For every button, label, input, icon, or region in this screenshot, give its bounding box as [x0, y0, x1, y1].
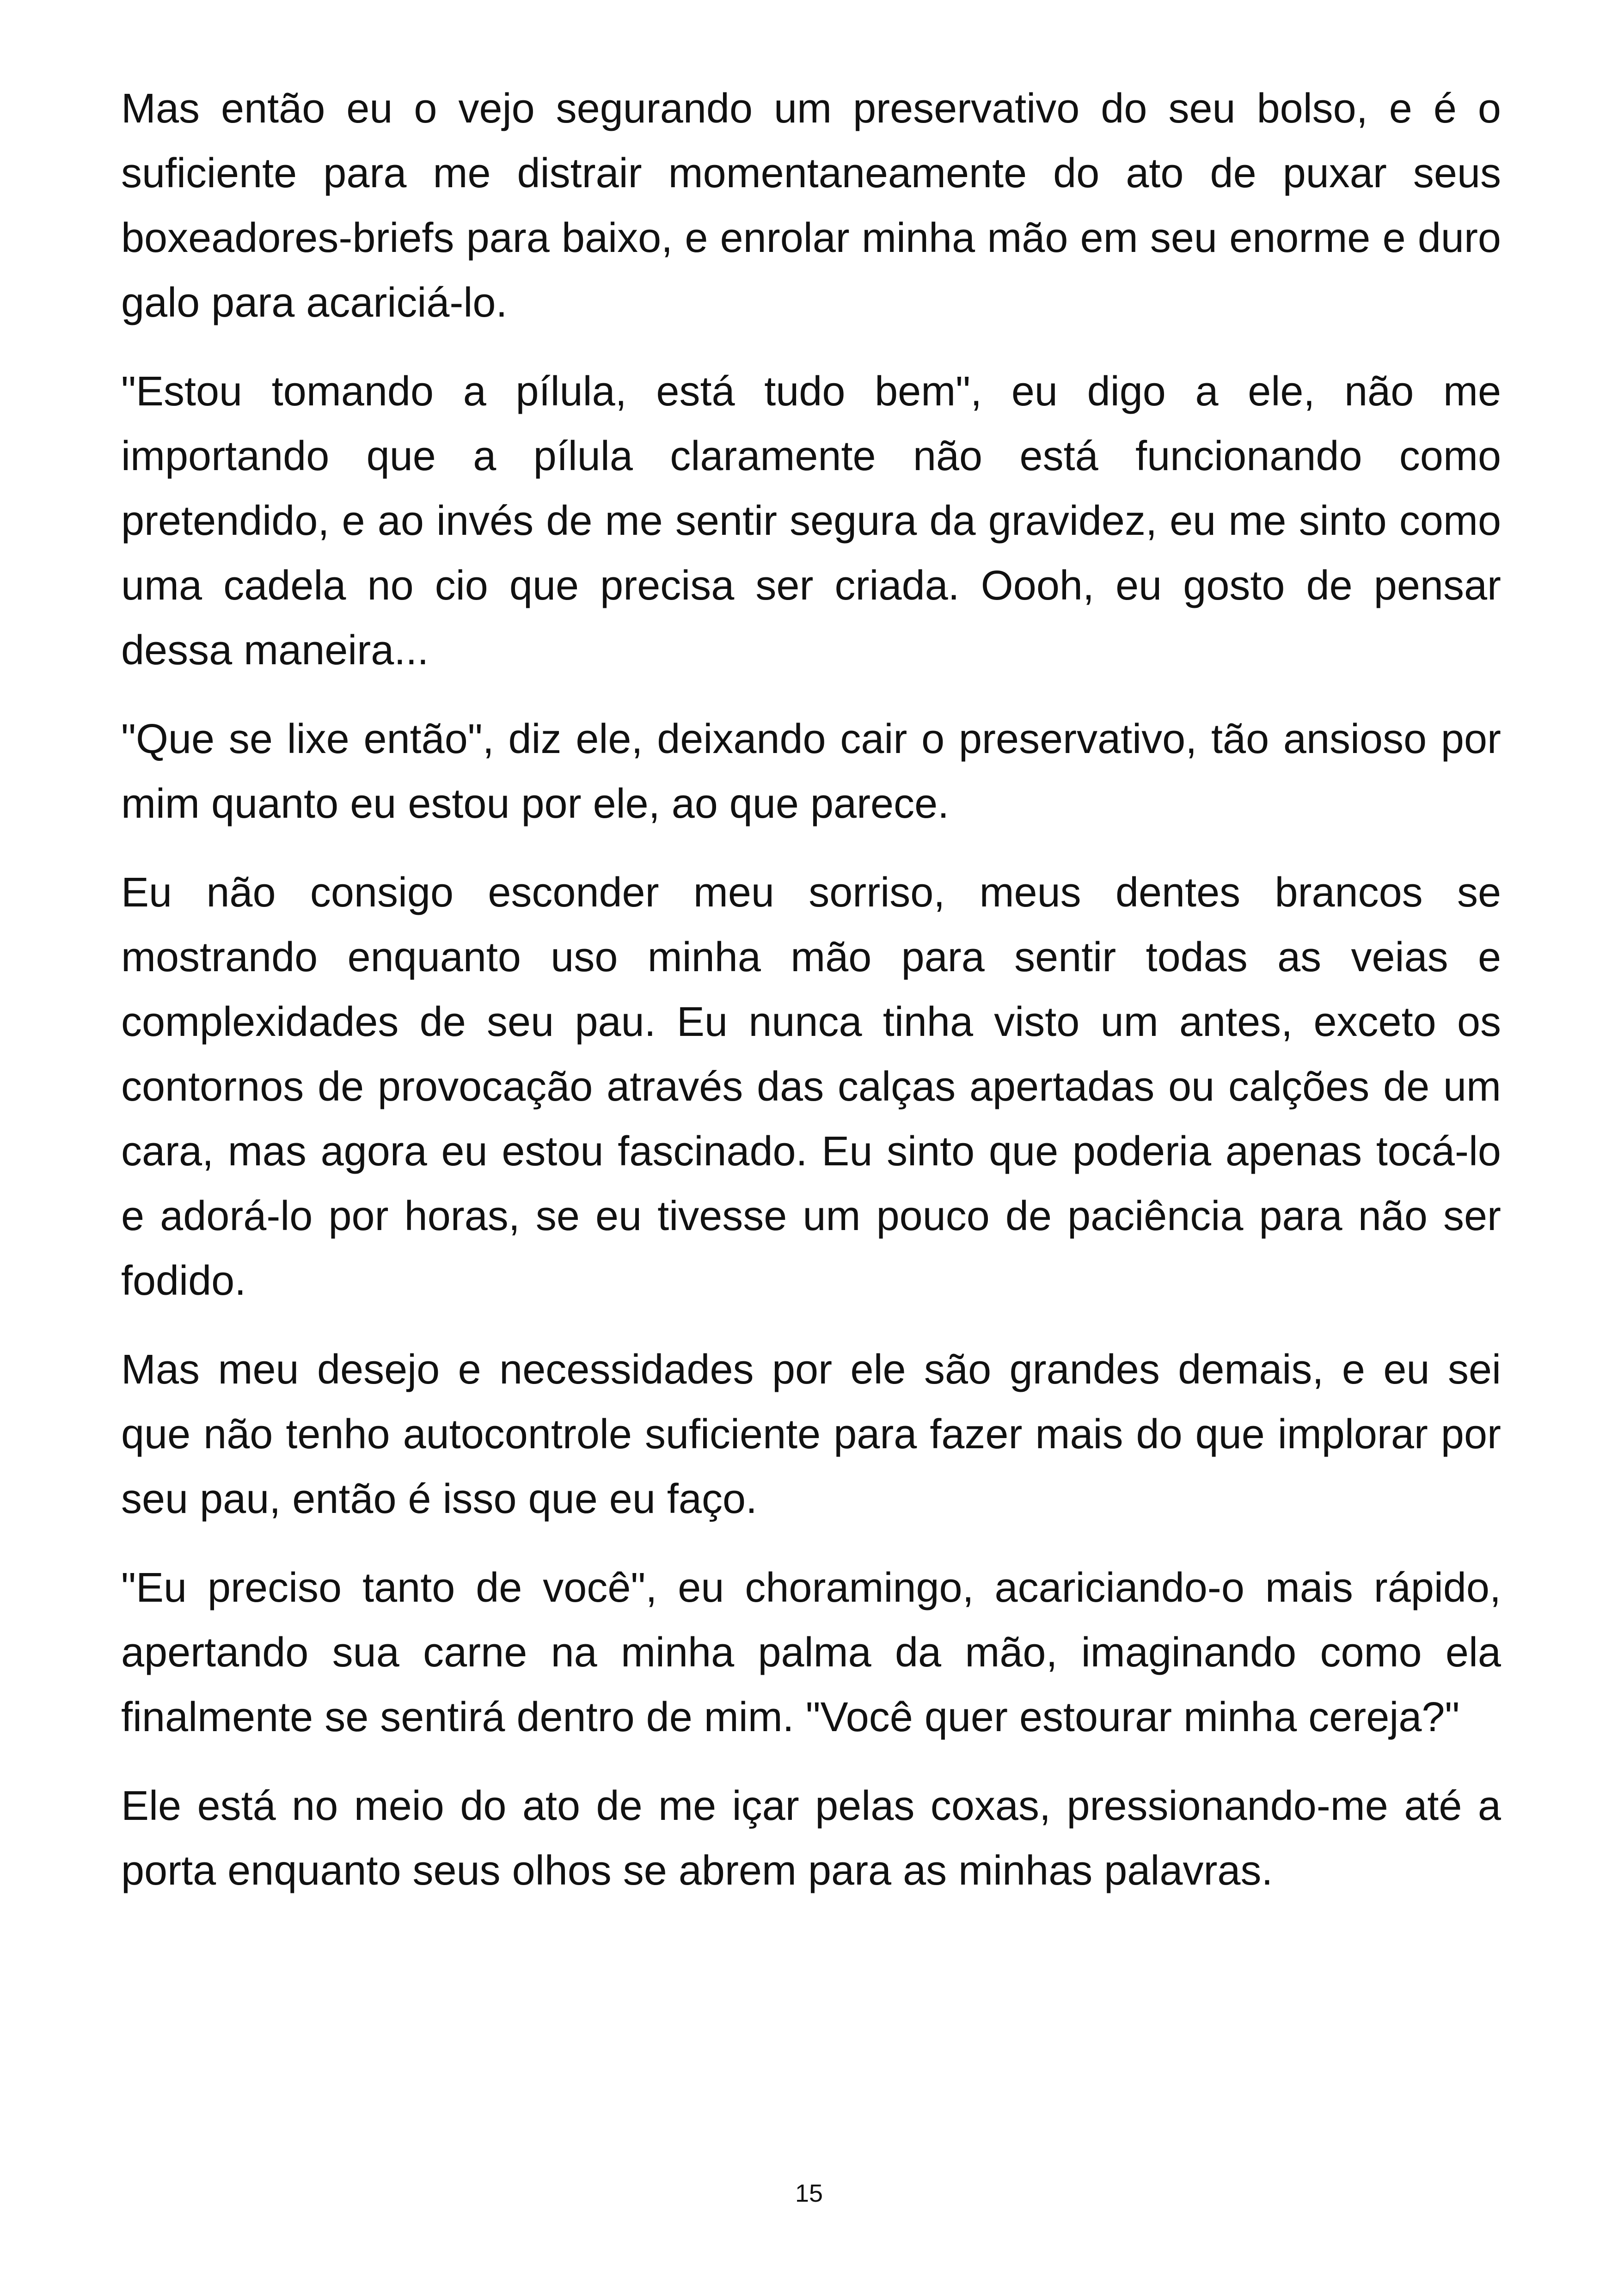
paragraph-3: "Que se lixe então", diz ele, deixando cair o preservativo, tão ansioso por mim quanto eu estou por ele, ao que parece.: [121, 716, 1501, 827]
paragraph-1: Mas então eu o vejo segurando um preservativo do seu bolso, e é o suficiente para me distrair momentaneamente do ato de puxar seus boxeadores-briefs para baixo, e enrolar minha mão em seu enorme e duro galo para acariciá-lo.: [121, 86, 1501, 326]
body-text: [121, 76, 1501, 1927]
page-number: 15: [795, 2180, 823, 2207]
paragraph-4: Eu não consigo esconder meu sorriso, meus dentes brancos se mostrando enquanto uso minha mão para sentir todas as veias e complexidades de seu pau. Eu nunca tinha visto um antes, exceto os contornos de provocação através das calças apertadas ou calções de um cara, mas agora eu estou fascinado. Eu sinto que poderia apenas tocá-lo e adorá-lo por horas, se eu tivesse um pouco de paciência para não ser fodido.: [121, 869, 1501, 1304]
paragraph-5: Mas meu desejo e necessidades por ele são grandes demais, e eu sei que não tenho autocontrole suficiente para fazer mais do que implorar por seu pau, então é isso que eu faço.: [121, 1347, 1501, 1522]
paragraph-2: "Estou tomando a pílula, está tudo bem", eu digo a ele, não me importando que a pílula claramente não está funcionando como pretendido, e ao invés de me sentir segura da gravidez, eu me sinto como uma cadela no cio que precisa ser criada. Oooh, eu gosto de pensar dessa maneira...: [121, 368, 1501, 673]
paragraph-7: Ele está no meio do ato de me içar pelas coxas, pressionando-me até a porta enquanto seus olhos se abrem para as minhas palavras.: [121, 1783, 1501, 1894]
paragraph-6: "Eu preciso tanto de você", eu choramingo, acariciando-o mais rápido, apertando sua carne na minha palma da mão, imaginando como ela finalmente se sentirá dentro de mim. "Você quer estourar minha cereja?": [121, 1565, 1501, 1740]
